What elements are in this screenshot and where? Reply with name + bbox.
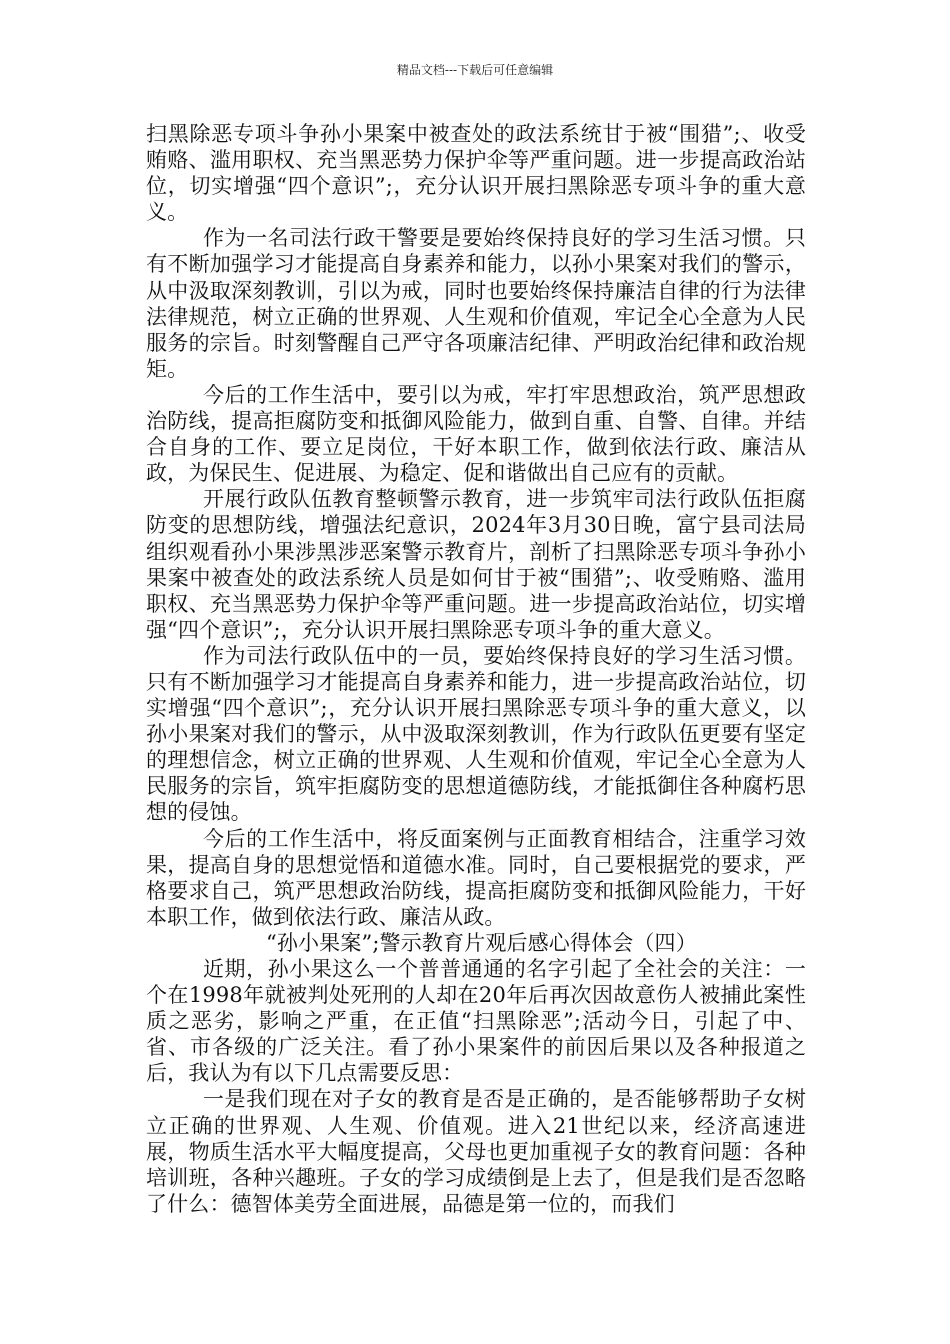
paragraph: 一是我们现在对子女的教育是否是正确的，是否能够帮助子女树立正确的世界观、人生观、价值观。进入21世纪以来，经济高速进展，物质生活水平大幅度提高，父母也更加重视子女的教育问题：各种培训班，各种兴趣班。子女的学习成绩倒是上去了，但是我们是否忽略了什么：德智体美劳全面进展，品德是第一位的，而我们 xyxy=(146,1087,806,1216)
paragraph: 今后的工作生活中，将反面案例与正面教育相结合，注重学习效果，提高自身的思想觉悟和道德水准。同时，自己要根据党的要求，严格要求自己，筑严思想政治防线，提高拒腐防变和抵御风险能力，干好本职工作，做到依法行政、廉洁从政。 xyxy=(146,826,806,929)
paragraph: 作为一名司法行政干警要是要始终保持良好的学习生活习惯。只有不断加强学习才能提高自身素养和能力，以孙小果案对我们的警示，从中汲取深刻教训，引以为戒，同时也要始终保持廉洁自律的行为法律法律规范，树立正确的世界观、人生观和价值观，牢记全心全意为人民服务的宗旨。时刻警醒自己严守各项廉洁纪律、严明政治纪律和政治规矩。 xyxy=(146,226,806,381)
page-header: 精品文档---下载后可任意编辑 xyxy=(396,63,554,77)
paragraph: 扫黑除恶专项斗争孙小果案中被查处的政法系统甘于被“围猎”;、收受贿赂、滥用职权、充当黑恶势力保护伞等严重问题。进一步提高政治站位，切实增强“四个意识”;，充分认识开展扫黑除恶专项斗争的重大意义。 xyxy=(146,122,806,225)
paragraph: 开展行政队伍教育整顿警示教育，进一步筑牢司法行政队伍拒腐防变的思想防线，增强法纪意识，2024年3月30日晚，富宁县司法局组织观看孙小果涉黑涉恶案警示教育片，剖析了扫黑除恶专项斗争孙小果案中被查处的政法系统人员是如何甘于被“围猎”;、收受贿赂、滥用职权、充当黑恶势力保护伞等严重问题。进一步提高政治站位，切实增强“四个意识”;，充分认识开展扫黑除恶专项斗争的重大意义。 xyxy=(146,487,806,642)
paragraph: 今后的工作生活中，要引以为戒，牢打牢思想政治，筑严思想政治防线，提高拒腐防变和抵御风险能力，做到自重、自警、自律。并结合自身的工作、要立足岗位，干好本职工作，做到依法行政、廉洁从政，为保民生、促进展、为稳定、促和谐做出自己应有的贡献。 xyxy=(146,382,806,486)
document-body xyxy=(146,121,806,1217)
paragraph: 近期，孙小果这么一个普普通通的名字引起了全社会的关注：一个在1998年就被判处死刑的人却在20年后再次因故意伤人被捕此案性质之恶劣，影响之严重，在正值“扫黑除恶”;活动今日，引起了中、省、市各级的广泛关注。看了孙小果案件的前因后果以及各种报道之后，我认为有以下几点需要反思： xyxy=(146,957,806,1086)
section-title: “孙小果案”;警示教育片观后感心得体会（四） xyxy=(266,930,697,955)
paragraph: 作为司法行政队伍中的一员，要始终保持良好的学习生活习惯。只有不断加强学习才能提高自身素养和能力，进一步提高政治站位，切实增强“四个意识”;，充分认识开展扫黑除恶专项斗争的重大意义，以孙小果案对我们的警示，从中汲取深刻教训，作为行政队伍更要有坚定的理想信念，树立正确的世界观、人生观和价值观，牢记全心全意为人民服务的宗旨，筑牢拒腐防变的思想道德防线，才能抵御住各种腐朽思想的侵蚀。 xyxy=(146,643,806,825)
